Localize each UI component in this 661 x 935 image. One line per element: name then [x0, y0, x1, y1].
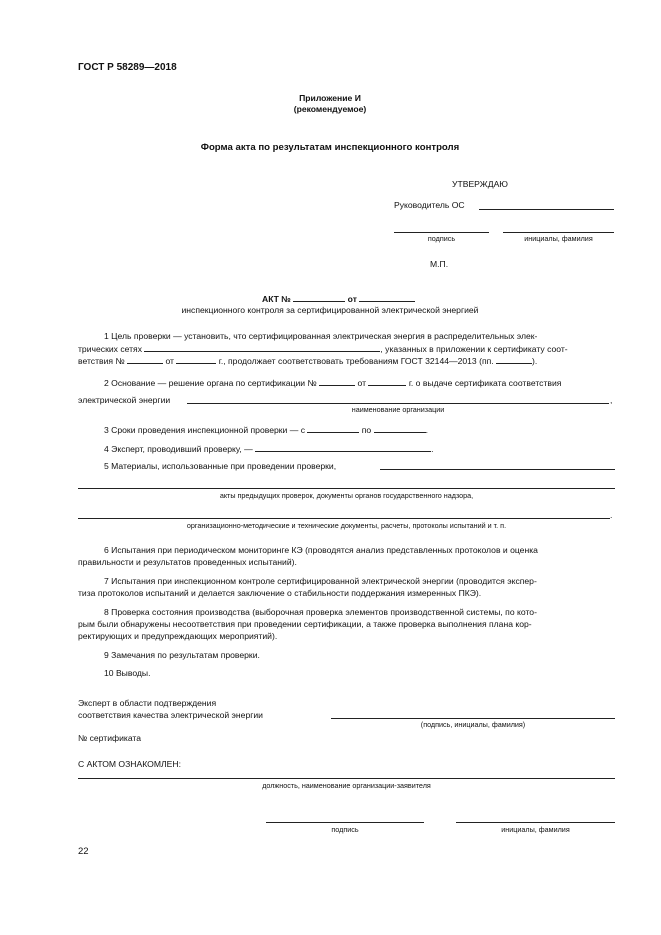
- item2-text-a: 2 Основание — решение органа по сертификации №: [104, 378, 317, 388]
- item5-comma: .: [610, 510, 613, 520]
- item5-materials-field-2[interactable]: [78, 488, 615, 489]
- item3-text-a: 3 Сроки проведения инспекционной проверки — с: [104, 425, 305, 435]
- item1-text-d: от: [165, 356, 174, 366]
- head-name-caption: инициалы, фамилия: [524, 234, 593, 243]
- item7-line2: тиза протоколов испытаний и делается заключение о стабильности поддержания измеренных ПКЭ).: [78, 588, 482, 598]
- head-signature-caption: подпись: [427, 234, 456, 243]
- item5-line: 5 Материалы, использованные при проведении проверки,: [104, 461, 337, 471]
- item2-line1: [104, 376, 561, 389]
- acquainted-label: С АКТОМ ОЗНАКОМЛЕН:: [78, 759, 181, 769]
- item1-date-field[interactable]: [176, 354, 216, 364]
- item1-text-e: г., продолжает соответствовать требованиям ГОСТ 32144—2013 (пп.: [218, 356, 494, 366]
- seal-label: М.П.: [430, 259, 449, 269]
- item3-start-field[interactable]: [307, 423, 359, 433]
- appendix-title: Приложение И: [299, 93, 361, 103]
- expert-line1: Эксперт в области подтверждения: [78, 698, 217, 708]
- act-number-label: АКТ №: [262, 294, 291, 304]
- item5-materials-field-3[interactable]: [78, 518, 610, 519]
- item9-line: 9 Замечания по результатам проверки.: [104, 650, 260, 660]
- head-name-line[interactable]: [503, 232, 614, 233]
- item10-line: 10 Выводы.: [104, 668, 151, 678]
- act-number-field[interactable]: [293, 292, 345, 302]
- item4-expert-field[interactable]: [255, 442, 431, 452]
- item6-line2: правильности и результатов проведенных испытаний).: [78, 557, 297, 567]
- approve-label: УТВЕРЖДАЮ: [452, 179, 508, 189]
- appendix-status: (рекомендуемое): [293, 104, 367, 114]
- item1-text-a: трических сетях: [78, 344, 142, 354]
- item2-line2: электрической энергии: [78, 395, 171, 405]
- acquainted-name-caption: инициалы, фамилия: [501, 825, 570, 834]
- item2-text-b: от: [357, 378, 367, 388]
- item2-organization-caption: наименование организации: [351, 405, 445, 414]
- item4-text: 4 Эксперт, проводивший проверку, —: [104, 444, 253, 454]
- expert-signature-caption: (подпись, инициалы, фамилия): [420, 720, 526, 729]
- item1-networks-field[interactable]: [144, 342, 380, 352]
- item6-line1: 6 Испытания при периодическом мониторинге КЭ (проводятся анализ представленных протоколов и оценка: [104, 545, 538, 555]
- item1-clauses-field[interactable]: [496, 354, 532, 364]
- item8-line3: ректирующих и предупреждающих мероприятий).: [78, 631, 278, 641]
- item3-end-field[interactable]: [374, 423, 426, 433]
- acquainted-signature-caption: подпись: [331, 825, 359, 834]
- item3-line: 3 Сроки проведения инспекционной проверки — с по .: [104, 425, 428, 435]
- page-number: 22: [78, 846, 89, 857]
- item5-materials-field-1[interactable]: [380, 469, 615, 470]
- acquainted-position-field[interactable]: [78, 778, 615, 779]
- item5-caption-1: акты предыдущих проверок, документы органов государственного надзора,: [219, 491, 474, 500]
- item1-line1: 1 Цель проверки — установить, что сертифицированная электрическая энергия в распределительных элек-: [104, 331, 538, 341]
- item2-text-c: г. о выдаче сертификата соответствия: [408, 378, 562, 388]
- item4-line: 4 Эксперт, проводивший проверку, — .: [104, 444, 434, 454]
- certificate-label: № сертификата: [78, 733, 142, 743]
- item1-text-f: ).: [532, 356, 538, 366]
- item8-line2: рым были обнаружены несоответствия при проведении сертификации, а также проверка выполнения плана кор-: [78, 619, 532, 629]
- acquainted-signature-field[interactable]: [266, 822, 424, 823]
- act-date-label: от: [347, 294, 357, 304]
- item2-date-field[interactable]: [368, 376, 406, 386]
- item1-text-b: , указанных в приложении к сертификату соот-: [380, 344, 568, 354]
- item5-caption-2: организационно-методические и технические документы, расчеты, протоколы испытаний и т. п.: [186, 521, 507, 530]
- head-label: Руководитель ОС: [394, 200, 465, 210]
- expert-line2: соответствия качества электрической энергии: [78, 710, 263, 720]
- item2-comma: ,: [610, 395, 613, 405]
- act-subtitle: инспекционного контроля за сертифицированной электрической энергией: [181, 305, 479, 315]
- form-title: Форма акта по результатам инспекционного контроля: [200, 142, 460, 153]
- item1-text-c: ветствия №: [78, 356, 125, 366]
- item1-certificate-field[interactable]: [127, 354, 163, 364]
- item1-line3: [78, 354, 537, 367]
- head-signature-line[interactable]: [394, 232, 489, 233]
- acquainted-name-field[interactable]: [456, 822, 615, 823]
- item3-text-b: по: [361, 425, 372, 435]
- item2-organization-field[interactable]: [187, 403, 609, 404]
- standard-number: ГОСТ Р 58289—2018: [78, 62, 177, 73]
- act-date-field[interactable]: [359, 292, 415, 302]
- expert-signature-field[interactable]: [331, 718, 615, 719]
- head-line[interactable]: [479, 209, 614, 210]
- item8-line1: 8 Проверка состояния производства (выборочная проверка элементов производственной системы, по кото-: [104, 607, 537, 617]
- item2-decision-number-field[interactable]: [319, 376, 355, 386]
- item7-line1: 7 Испытания при инспекционном контроле сертифицированной электрической энергии (проводится экспер-: [104, 576, 537, 586]
- acquainted-position-caption: должность, наименование организации-заявителя: [262, 781, 431, 790]
